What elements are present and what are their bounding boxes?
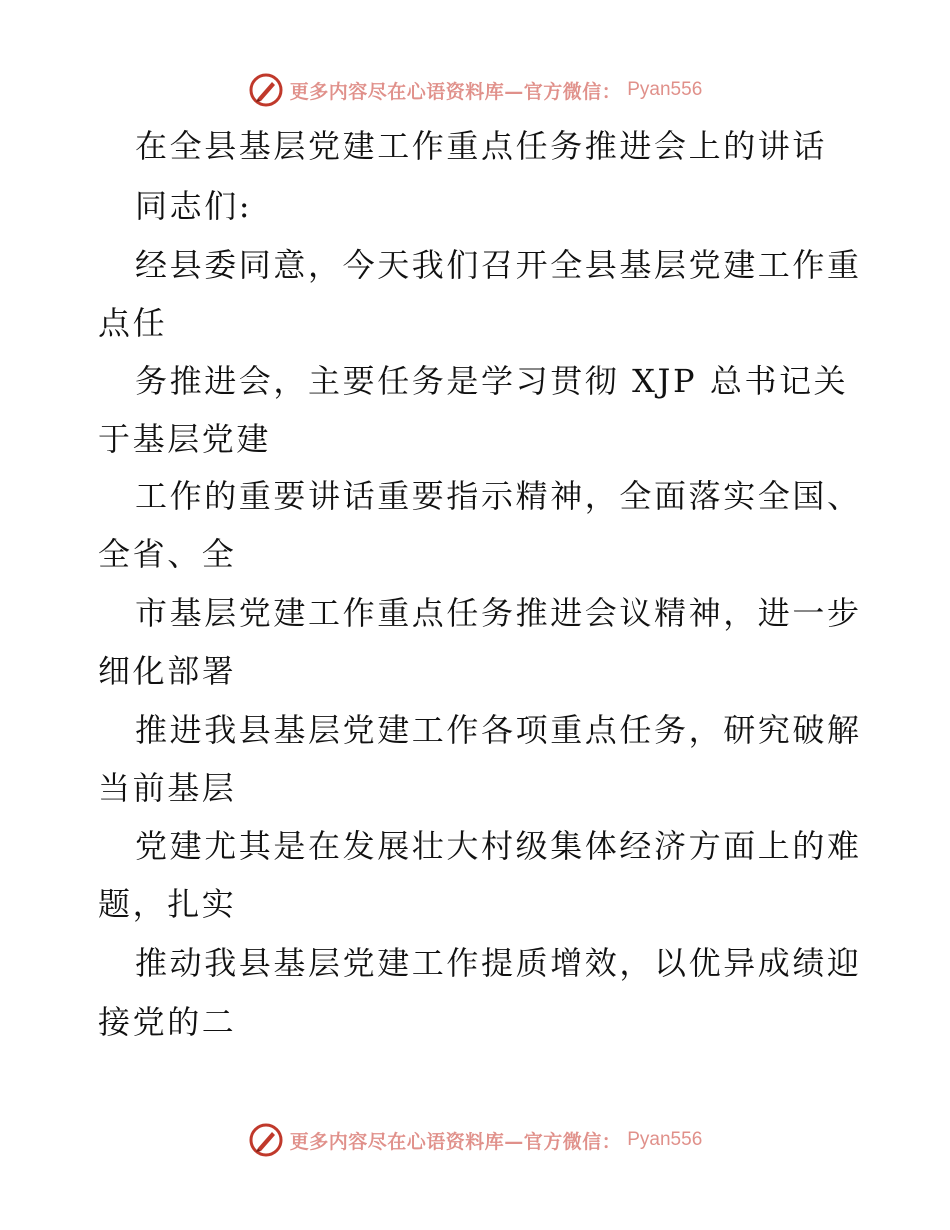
paragraph-line: 工作的重要讲话重要指示精神，全面落实全国、	[135, 477, 862, 515]
paragraph-line: 接党的二	[98, 1003, 237, 1041]
red-pen-logo-icon	[248, 1122, 284, 1158]
paragraph-line: 务推进会，主要任务是学习贯彻 XJP 总书记关	[135, 362, 849, 400]
footer-watermark	[0, 1120, 950, 1160]
paragraph-line: 市基层党建工作重点任务推进会议精神，进一步	[135, 594, 862, 632]
paragraph-line: 党建尤其是在发展壮大村级集体经济方面上的难	[135, 827, 862, 865]
paragraph-line: 于基层党建	[98, 420, 272, 458]
document-title: 在全县基层党建工作重点任务推进会上的讲话	[135, 127, 828, 165]
paragraph-line: 当前基层	[98, 769, 237, 807]
paragraph-line: 题，扎实	[98, 885, 237, 923]
paragraph-line: 同志们:	[135, 187, 253, 225]
watermark-wechat-id: Pyan556	[627, 1129, 703, 1150]
paragraph-line: 全省、全	[98, 535, 237, 573]
paragraph-line: 细化部署	[98, 652, 237, 690]
paragraph-line: 推动我县基层党建工作提质增效，以优异成绩迎	[135, 944, 862, 982]
header-watermark	[0, 70, 950, 110]
watermark-wechat-id: Pyan556	[627, 79, 703, 100]
paragraph-line: 经县委同意，今天我们召开全县基层党建工作重	[135, 246, 862, 284]
watermark-text: 更多内容尽在心语资料库—官方微信：	[289, 80, 622, 103]
paragraph-line: 点任	[98, 304, 168, 342]
red-pen-logo-icon	[248, 72, 284, 108]
watermark-text: 更多内容尽在心语资料库—官方微信：	[289, 1130, 622, 1153]
paragraph-line: 推进我县基层党建工作各项重点任务，研究破解	[135, 711, 862, 749]
